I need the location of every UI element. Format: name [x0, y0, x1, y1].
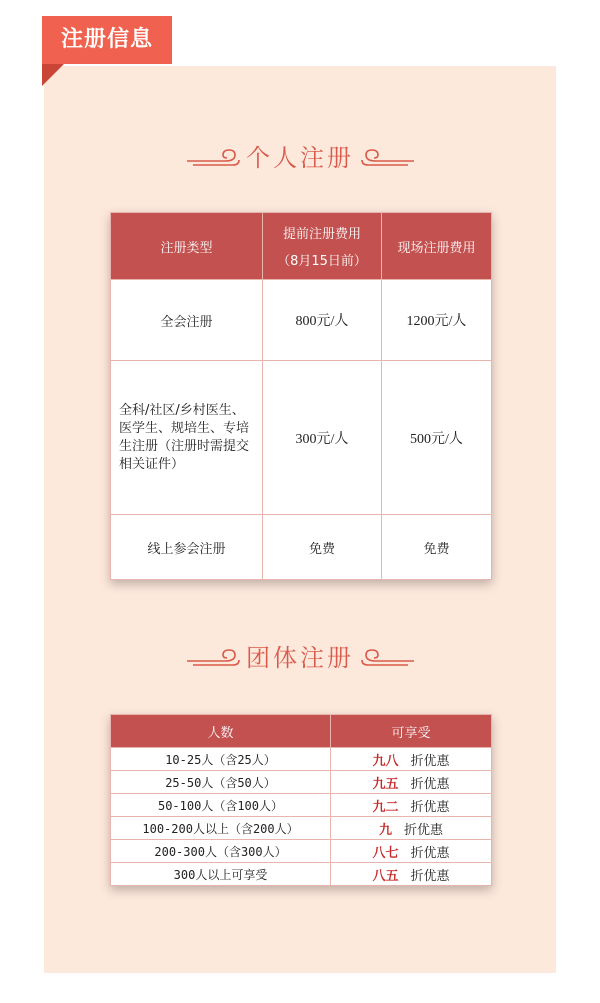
header-count: 人数: [111, 715, 331, 748]
discount-value: 八五: [372, 868, 399, 884]
discount-suffix: 折优惠: [404, 822, 444, 838]
discount-value: 九二: [372, 799, 399, 815]
table-row: [111, 817, 492, 840]
count-cell: 25-50人（含50人）: [111, 771, 331, 794]
type-cell: 全科/社区/乡村医生、医学生、规培生、专培生注册（注册时需提交相关证件）: [111, 361, 263, 515]
discount-suffix: 折优惠: [410, 845, 450, 861]
group-title: 团体注册: [246, 644, 354, 672]
discount-cell: [331, 840, 492, 863]
table-row: [111, 771, 492, 794]
individual-section-title: [0, 138, 600, 178]
right-cloud-ornament-icon: [360, 146, 416, 170]
group-section-title: [0, 638, 600, 678]
early-fee-cell: 300元/人: [263, 361, 382, 515]
section-tag: 注册信息: [42, 16, 172, 64]
onsite-fee-cell: 500元/人: [382, 361, 492, 515]
discount-cell: [331, 817, 492, 840]
discount-cell: [331, 771, 492, 794]
discount-suffix: 折优惠: [410, 868, 450, 884]
discount-value: 八七: [372, 845, 399, 861]
discount-cell: [331, 863, 492, 886]
count-cell: 100-200人以上（含200人）: [111, 817, 331, 840]
early-fee-cell: 免费: [263, 515, 382, 580]
group-discount-table: [110, 714, 492, 886]
table-header-row: [111, 213, 492, 280]
count-cell: 10-25人（含25人）: [111, 748, 331, 771]
onsite-fee-cell: 1200元/人: [382, 280, 492, 361]
header-type: 注册类型: [111, 213, 263, 280]
discount-suffix: 折优惠: [410, 776, 450, 792]
right-cloud-ornament-icon: [360, 646, 416, 670]
table-row: [111, 863, 492, 886]
individual-fee-table: [110, 212, 492, 580]
type-cell: 线上参会注册: [111, 515, 263, 580]
discount-value: 九五: [372, 776, 399, 792]
discount-suffix: 折优惠: [410, 799, 450, 815]
discount-cell: [331, 794, 492, 817]
table-row: [111, 840, 492, 863]
onsite-fee-cell: 免费: [382, 515, 492, 580]
type-cell: 全会注册: [111, 280, 263, 361]
header-early-fee-label: 提前注册费用: [282, 227, 361, 242]
header-early-fee: [263, 213, 382, 280]
table-row: [111, 748, 492, 771]
individual-title: 个人注册: [246, 144, 354, 172]
count-cell: 50-100人（含100人）: [111, 794, 331, 817]
header-early-fee-date: （8月15日前）: [277, 254, 367, 269]
tag-fold-decoration: [42, 64, 64, 86]
table-row: [111, 515, 492, 580]
table-row: [111, 794, 492, 817]
table-row: [111, 361, 492, 515]
discount-suffix: 折优惠: [410, 753, 450, 769]
count-cell: 200-300人（含300人）: [111, 840, 331, 863]
discount-value: 九: [378, 822, 392, 838]
discount-value: 九八: [372, 753, 399, 769]
count-cell: 300人以上可享受: [111, 863, 331, 886]
table-row: [111, 280, 492, 361]
table-header-row: [111, 715, 492, 748]
discount-cell: [331, 748, 492, 771]
header-benefit: 可享受: [331, 715, 492, 748]
header-onsite-fee: 现场注册费用: [382, 213, 492, 280]
early-fee-cell: 800元/人: [263, 280, 382, 361]
